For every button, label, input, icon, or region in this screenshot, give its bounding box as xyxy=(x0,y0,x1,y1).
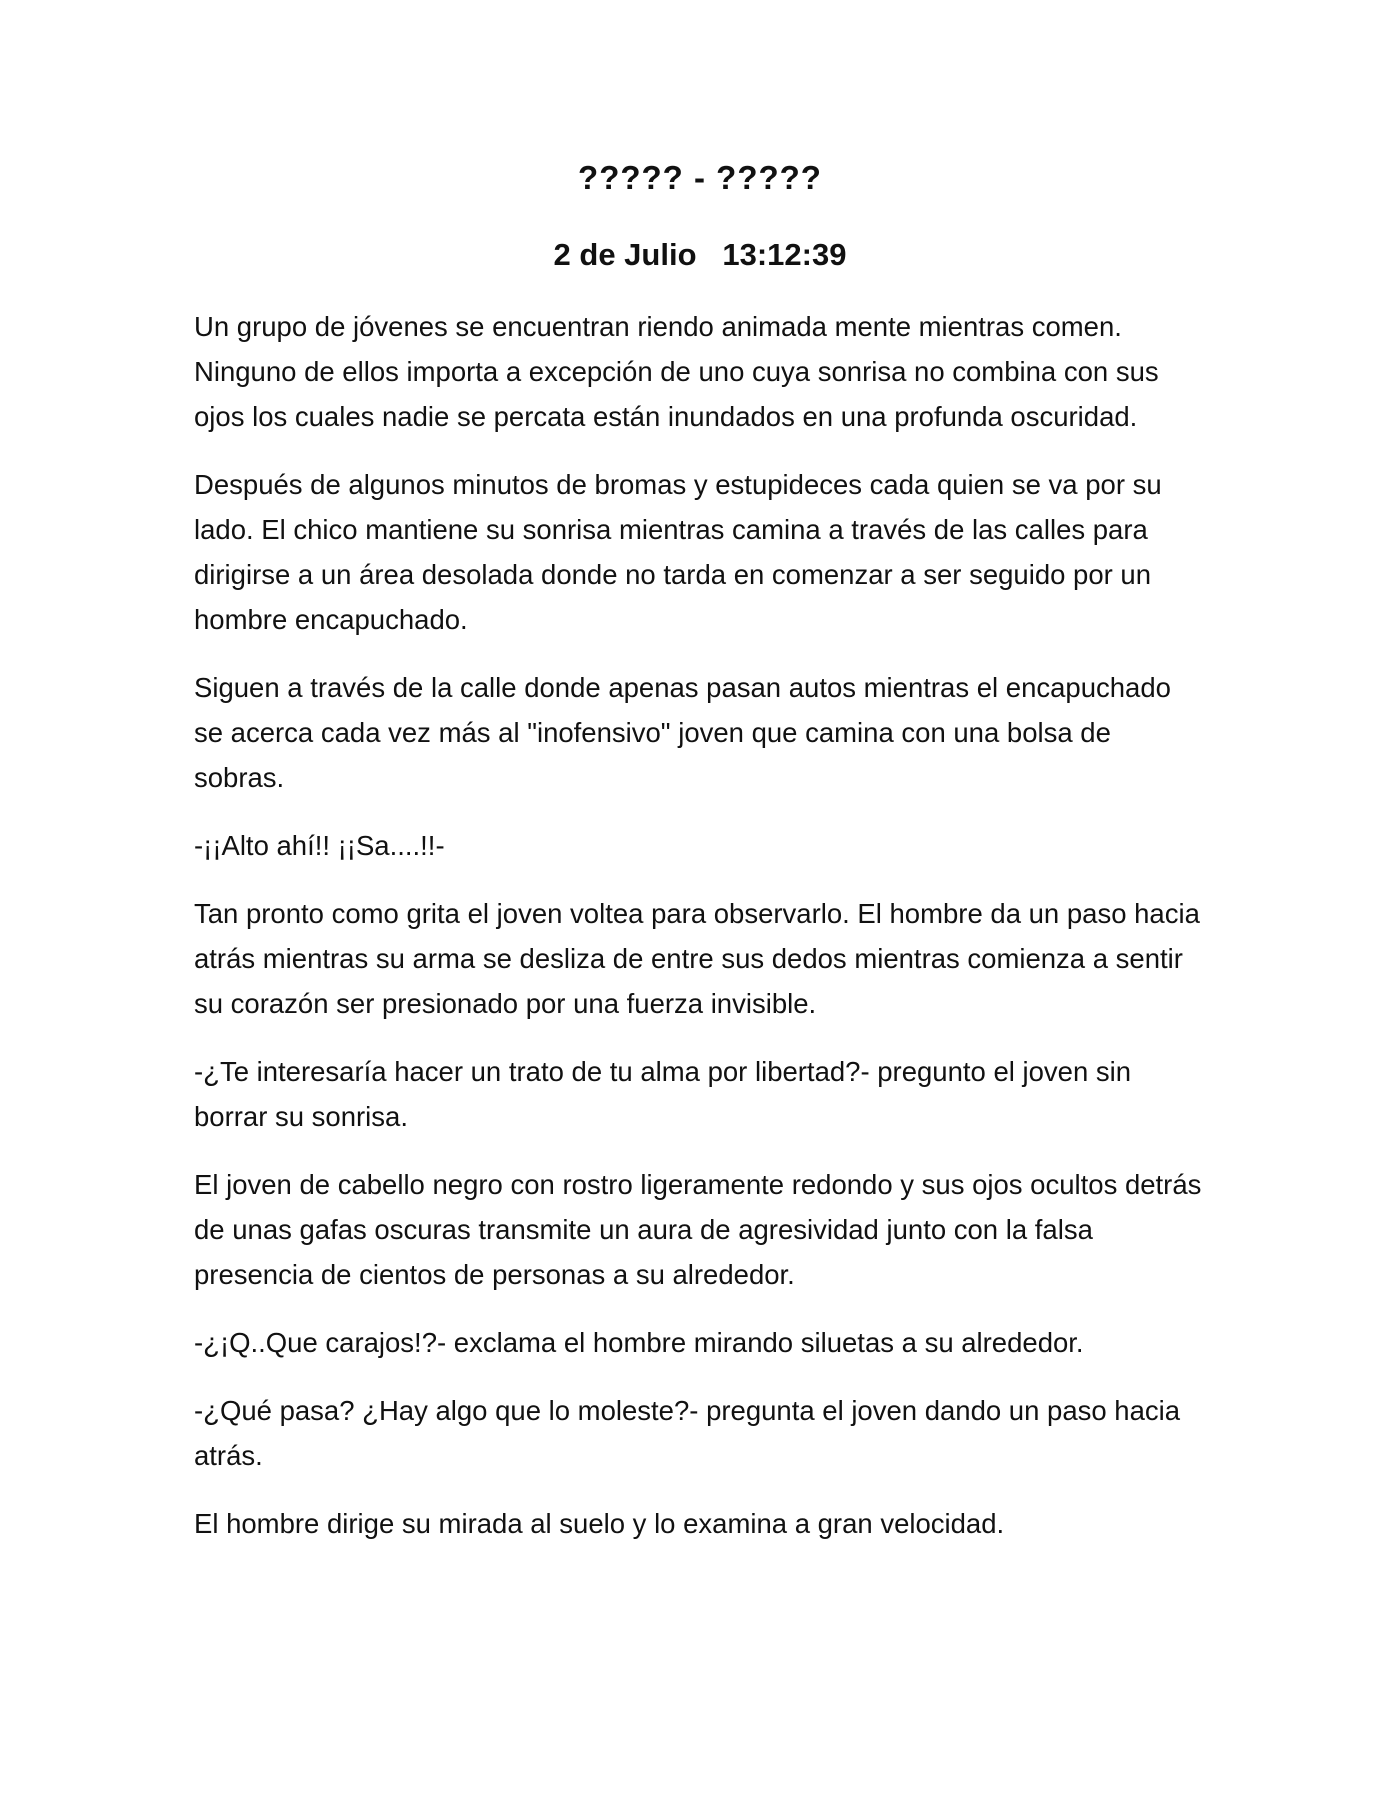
paragraph-10: El hombre dirige su mirada al suelo y lo examina a gran velocidad. xyxy=(194,1508,1005,1539)
paragraph-9: -¿Qué pasa? ¿Hay algo que lo moleste?- pregunta el joven dando un paso hacia atrás. xyxy=(194,1395,1181,1471)
paragraph-4: -¡¡Alto ahí!! ¡¡Sa....!!- xyxy=(194,830,445,861)
document-page xyxy=(194,158,1206,1569)
paragraph-7: El joven de cabello negro con rostro ligeramente redondo y sus ojos ocultos detrás de unas gafas oscuras transmite un aura de agresividad junto con la falsa presencia de cientos de personas a su alrededor. xyxy=(194,1169,1202,1290)
paragraph-6: -¿Te interesaría hacer un trato de tu alma por libertad?- pregunto el joven sin borrar su sonrisa. xyxy=(194,1056,1132,1132)
paragraph-5: Tan pronto como grita el joven voltea para observarlo. El hombre da un paso hacia atrás mientras su arma se desliza de entre sus dedos mientras comienza a sentir su corazón ser presionado por una fuerza invisible. xyxy=(194,898,1200,1019)
paragraph-1: Un grupo de jóvenes se encuentran riendo animada mente mientras comen. Ninguno de ellos importa a excepción de uno cuya sonrisa no combina con sus ojos los cuales nadie se percata están inundados en una profunda oscuridad. xyxy=(194,311,1159,432)
date-time-heading: 2 de Julio 13:12:39 xyxy=(553,237,847,272)
paragraph-2: Después de algunos minutos de bromas y estupideces cada quien se va por su lado. El chico mantiene su sonrisa mientras camina a través de las calles para dirigirse a un área desolada donde no tarda en comenzar a ser seguido por un hombre encapuchado. xyxy=(194,469,1162,635)
paragraph-3: Siguen a través de la calle donde apenas pasan autos mientras el encapuchado se acerca cada vez más al "inofensivo" joven que camina con una bolsa de sobras. xyxy=(194,672,1171,793)
chapter-title: ????? - ????? xyxy=(578,159,822,196)
paragraph-8: -¿¡Q..Que carajos!?- exclama el hombre mirando siluetas a su alrededor. xyxy=(194,1327,1084,1358)
